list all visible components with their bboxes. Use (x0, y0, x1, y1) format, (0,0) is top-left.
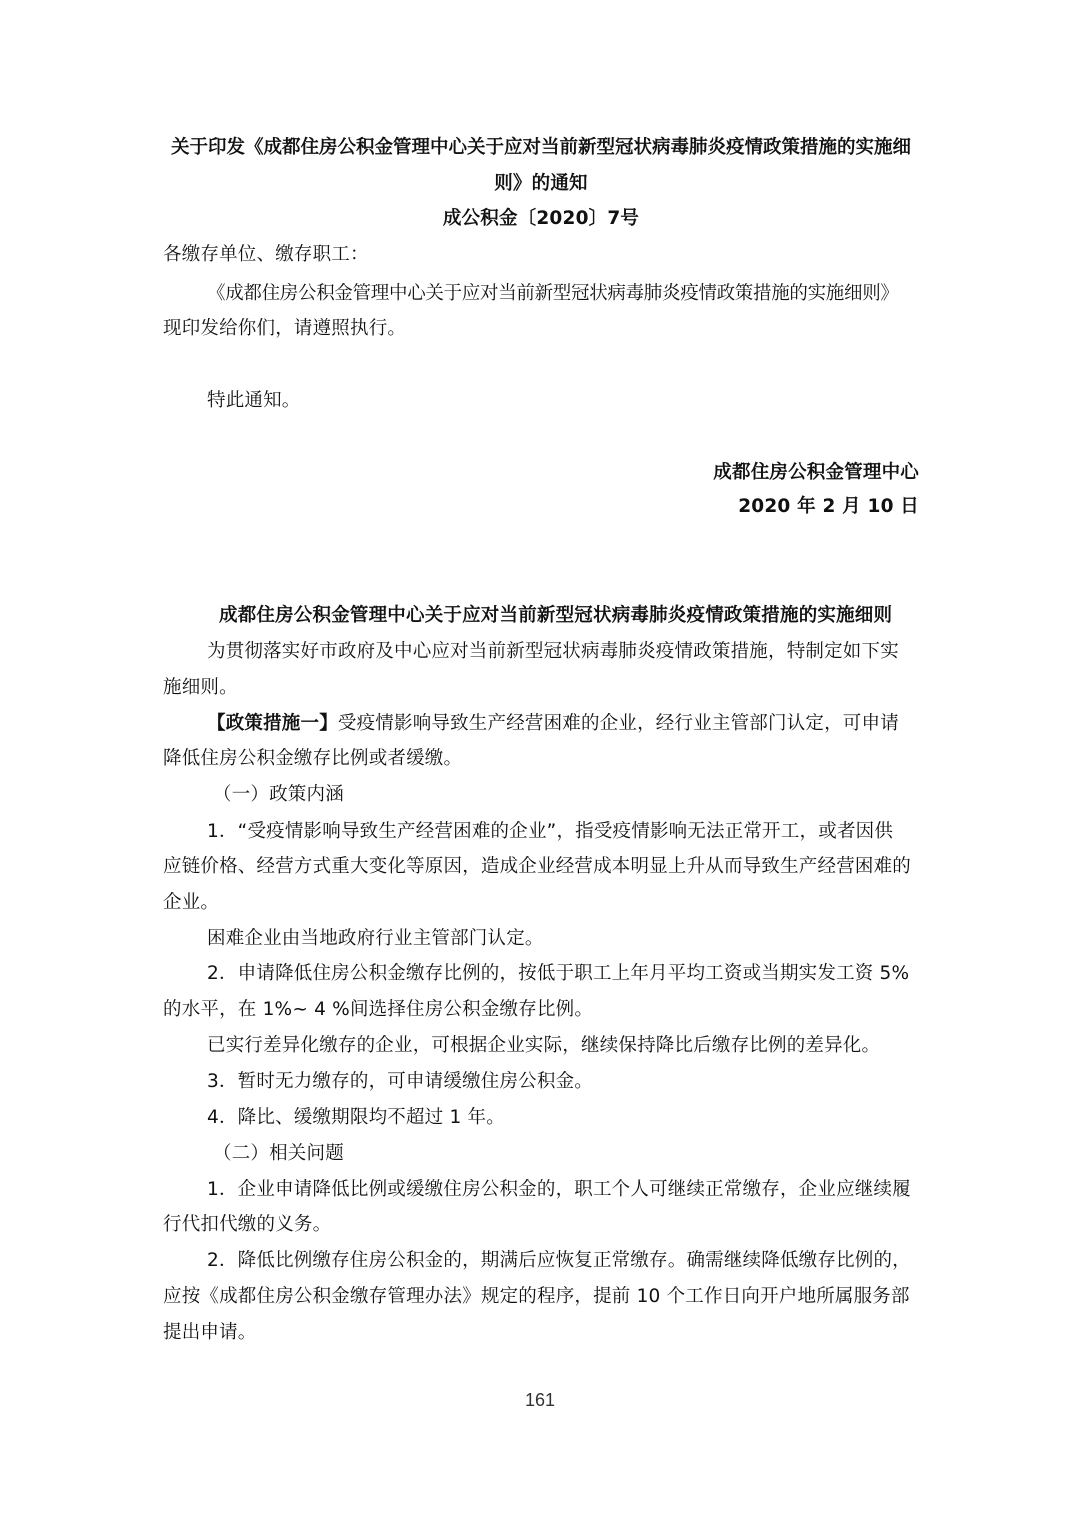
s1-item2-line1: 2．申请降低住房公积金缴存比例的，按低于职工上年月平均工资或当期实发工资 5% (207, 963, 910, 984)
s1-item1-note: 困难企业由当地政府行业主管部门认定。 (207, 928, 544, 949)
notice-body-line1: 《成都住房公积金管理中心关于应对当前新型冠状病毒肺炎疫情政策措施的实施细则》 (207, 283, 899, 304)
notice-salutation: 各缴存单位、缴存职工： (163, 244, 369, 265)
notice-closing: 特此通知。 (207, 390, 301, 411)
measure1-line1 (207, 711, 919, 737)
s2-item1-line2: 行代扣代缴的义务。 (163, 1214, 332, 1235)
page-number: 161 (524, 1390, 556, 1410)
measure1-text: 受疫情影响导致生产经营困难的企业，经行业主管部门认定，可申请 (337, 713, 899, 734)
s1-item2-note: 已实行差异化缴存的企业，可根据企业实际，继续保持降比后缴存比例的差异化。 (207, 1035, 881, 1056)
notice-title-line1: 关于印发《成都住房公积金管理中心关于应对当前新型冠状病毒肺炎疫情政策措施的实施细 (170, 137, 911, 158)
s2-item2-line3: 提出申请。 (163, 1322, 257, 1343)
notice-date: 2020 年 2 月 10 日 (738, 496, 919, 517)
notice-doc-number: 成公积金〔2020〕7号 (442, 208, 640, 229)
s1-item1-line2: 应链价格、经营方式重大变化等原因，造成企业经营成本明显上升从而导致生产经营困难的 (163, 856, 912, 877)
notice-title-line2: 则》的通知 (494, 173, 588, 194)
section2-heading: （二）相关问题 (213, 1143, 344, 1164)
measure1-line2: 降低住房公积金缴存比例或者缓缴。 (163, 748, 463, 769)
notice-issuer: 成都住房公积金管理中心 (713, 462, 919, 483)
section1-heading: （一）政策内涵 (213, 784, 344, 805)
s2-item2-line2: 应按《成都住房公积金缴存管理办法》规定的程序，提前 10 个工作日向开户地所属服务部 (163, 1286, 910, 1307)
rules-title: 成都住房公积金管理中心关于应对当前新型冠状病毒肺炎疫情政策措施的实施细则 (219, 605, 893, 626)
s2-item1-line1: 1．企业申请降低比例或缓缴住房公积金的，职工个人可继续正常缴存，企业应继续履 (207, 1179, 911, 1200)
rules-intro-line1: 为贯彻落实好市政府及中心应对当前新型冠状病毒肺炎疫情政策措施，特制定如下实 (207, 641, 899, 662)
s1-item4: 4．降比、缓缴期限均不超过 1 年。 (207, 1107, 505, 1128)
s1-item3: 3．暂时无力缴存的，可申请缓缴住房公积金。 (207, 1071, 593, 1092)
s2-item2-line1: 2．降低比例缴存住房公积金的，期满后应恢复正常缴存。确需继续降低缴存比例的， (207, 1250, 911, 1271)
s1-item1-line3: 企业。 (163, 892, 220, 913)
rules-intro-line2: 施细则。 (163, 677, 238, 698)
s1-item1-line1: 1．“受疫情影响导致生产经营困难的企业”，指受疫情影响无法正常开工，或者因供 (207, 821, 894, 842)
notice-body-line2: 现印发给你们，请遵照执行。 (163, 318, 407, 339)
measure1-label: 【政策措施一】 (207, 713, 338, 734)
s1-item2-line2: 的水平，在 1%~ 4 %间选择住房公积金缴存比例。 (163, 999, 594, 1020)
